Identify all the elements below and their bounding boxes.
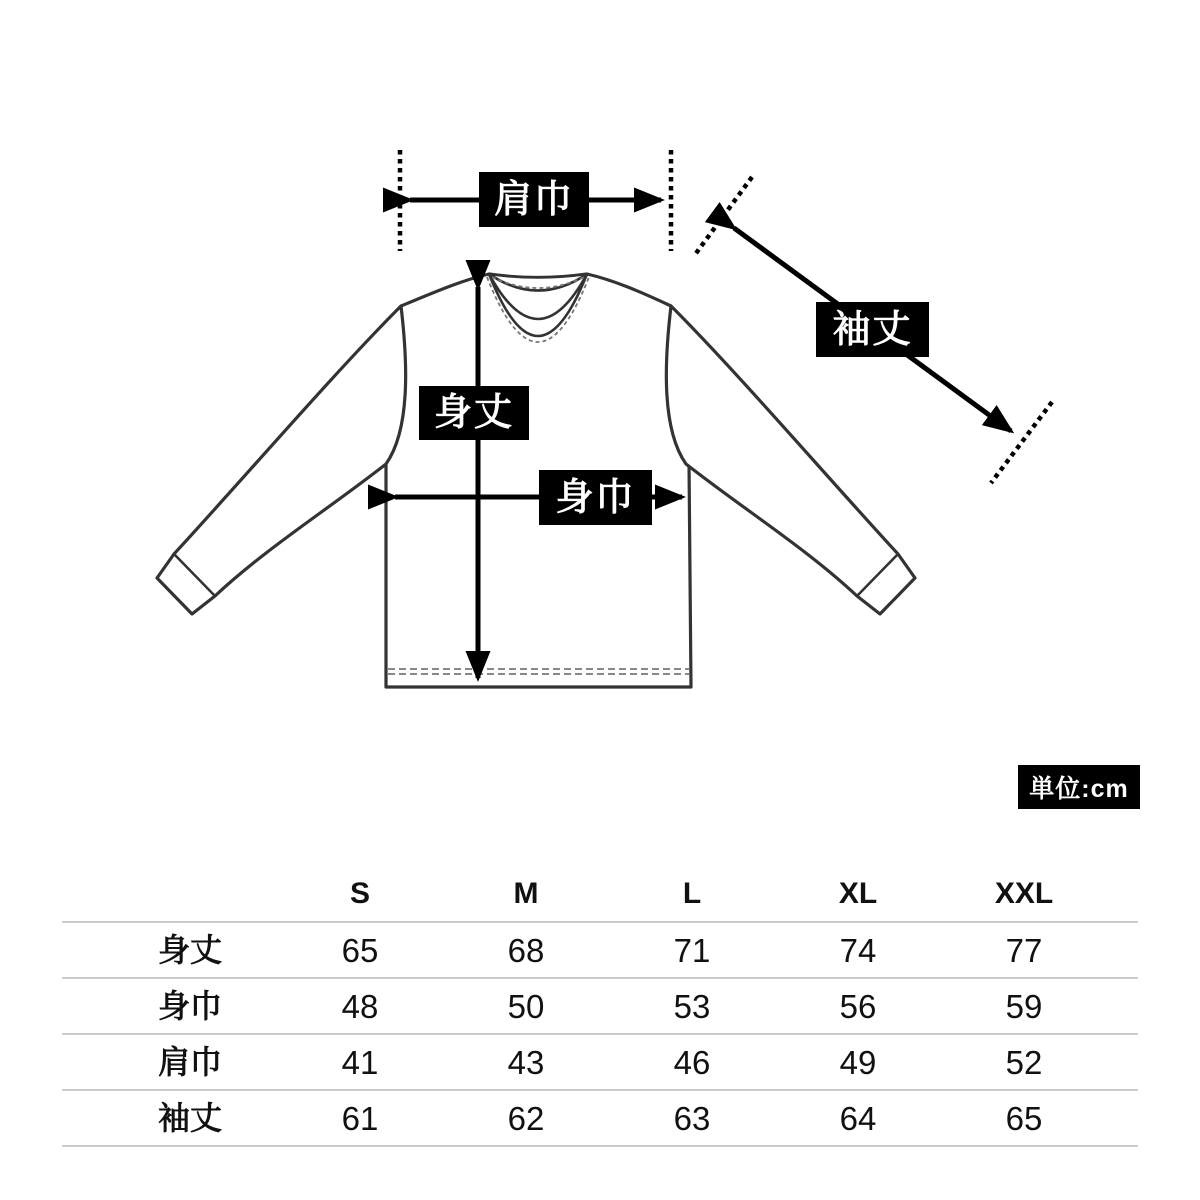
sleeve-length-label: 袖丈 [816,302,929,357]
table-row-sleeve-length [62,1091,1138,1147]
table-row-body-length [62,923,1138,979]
body-width-label: 身巾 [539,470,652,525]
size-value: 52 [1005,1043,1043,1081]
body-length-label: 身丈 [419,386,529,440]
size-value: 43 [507,1043,545,1081]
size-value: 74 [839,931,877,969]
measurement-label: 肩巾 [157,1044,222,1080]
size-column-header: M [513,876,539,910]
shoulder-width-label: 肩巾 [479,172,589,227]
size-value: 62 [507,1099,545,1137]
size-value: 65 [1005,1099,1043,1137]
unit-badge: 単位:cm [1018,765,1140,809]
size-value: 63 [673,1099,711,1137]
size-value: 65 [341,931,379,969]
size-value: 49 [839,1043,877,1081]
size-column-header: S [349,876,370,910]
size-value: 61 [341,1099,379,1137]
measurement-label: 身丈 [157,932,222,968]
size-value: 41 [341,1043,379,1081]
size-column-header: XXL [994,876,1054,910]
size-value: 64 [839,1099,877,1137]
size-value: 71 [673,931,711,969]
size-column-header: XL [838,876,878,910]
size-value: 48 [341,987,379,1025]
size-value: 46 [673,1043,711,1081]
size-value: 53 [673,987,711,1025]
size-value: 77 [1005,931,1043,969]
sleeve-length-guide-bottom [991,402,1052,483]
size-table [62,866,1138,1147]
size-value: 68 [507,931,545,969]
size-column-header: L [682,876,702,910]
size-value: 50 [507,987,545,1025]
sleeve-length-guide-top [694,177,752,256]
size-table-header-row [62,866,1138,923]
measurement-label: 身巾 [157,988,222,1024]
table-row-body-width [62,979,1138,1035]
table-row-shoulder-width [62,1035,1138,1091]
size-value: 59 [1005,987,1043,1025]
shirt-left-sleeve [157,306,406,614]
shirt-drawing [157,274,915,687]
measurement-label: 袖丈 [157,1100,222,1136]
size-value: 56 [839,987,877,1025]
